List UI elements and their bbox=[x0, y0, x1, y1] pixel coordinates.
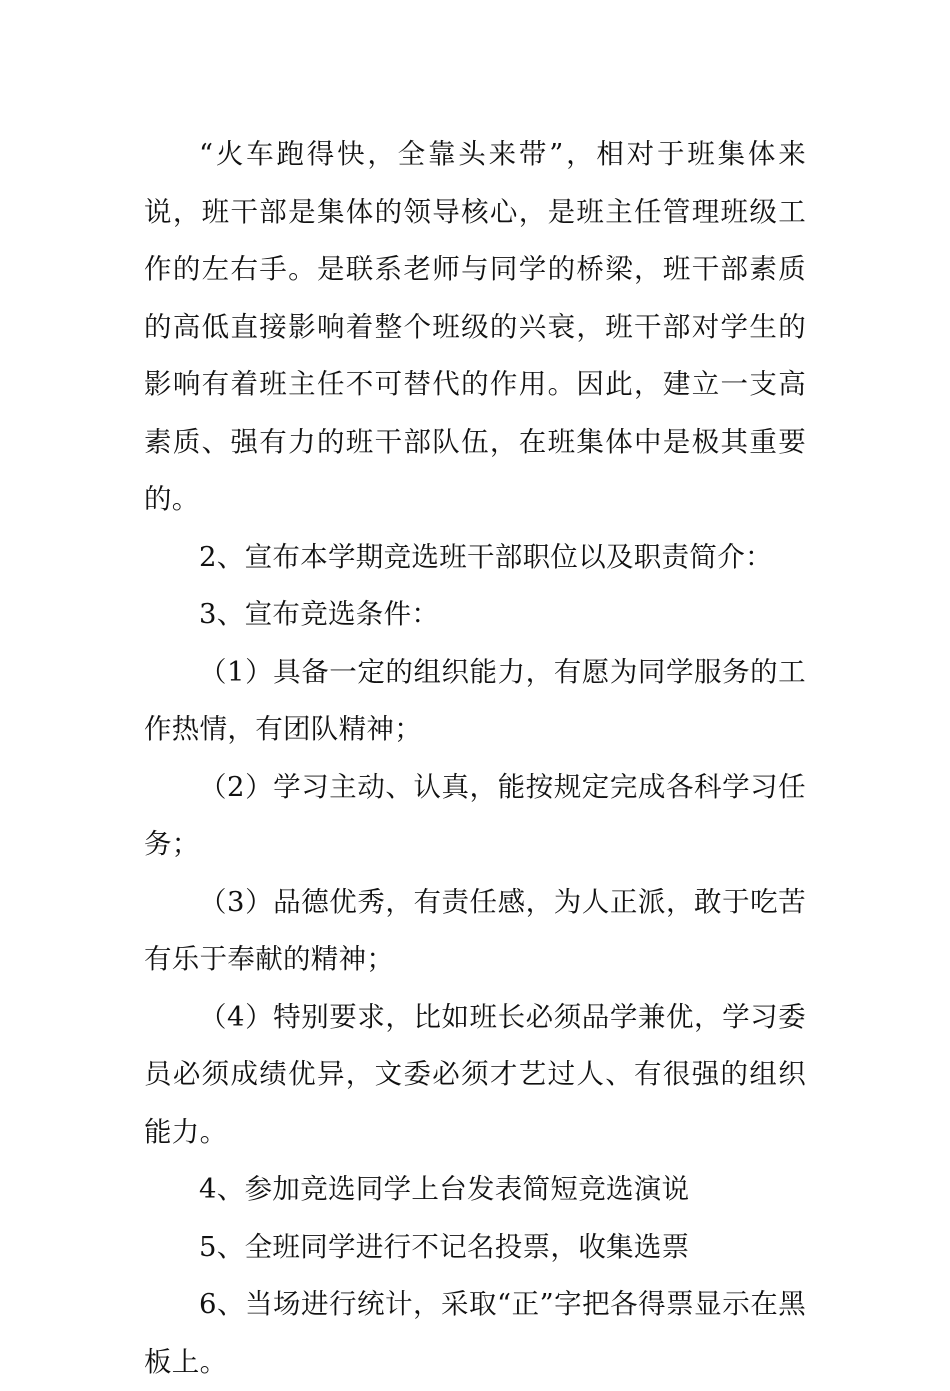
paragraph-condition-1: （1）具备一定的组织能力，有愿为同学服务的工作热情，有团队精神； bbox=[144, 655, 806, 745]
paragraph-step-3: 3、宣布竞选条件： bbox=[199, 598, 440, 630]
paragraph-condition-2: （2）学习主动、认真，能按规定完成各科学习任务； bbox=[144, 770, 806, 860]
paragraph-intro: “火车跑得快，全靠头来带”，相对于班集体来说，班干部是集体的领导核心，是班主任管理班级工作的左右手。是联系老师与同学的桥梁，班干部素质的高低直接影响着整个班级的兴衰，班干部对学生的影响有着班主任不可替代的作用。因此，建立一支高素质、强有力的班干部队伍，在班集体中是极其重要的。 bbox=[144, 138, 806, 515]
paragraph-condition-4: （4）特别要求，比如班长必须品学兼优，学习委员必须成绩优异，文委必须才艺过人、有很强的组织能力。 bbox=[144, 1000, 806, 1148]
paragraph-step-6: 6、当场进行统计，采取“正”字把各得票显示在黑板上。 bbox=[144, 1288, 806, 1378]
paragraph-step-5: 5、全班同学进行不记名投票，收集选票 bbox=[199, 1230, 690, 1263]
document-body bbox=[144, 126, 806, 1391]
paragraph-step-2: 2、宣布本学期竞选班干部职位以及职责简介： bbox=[199, 540, 773, 573]
paragraph-step-4: 4、参加竞选同学上台发表简短竞选演说 bbox=[199, 1173, 690, 1205]
paragraph-condition-3: （3）品德优秀，有责任感，为人正派，敢于吃苦有乐于奉献的精神； bbox=[144, 885, 806, 975]
